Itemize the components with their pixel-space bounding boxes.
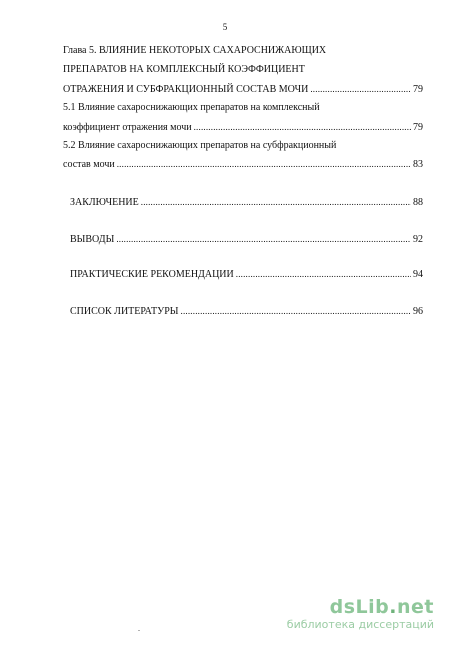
toc-entry-findings[interactable] (70, 233, 423, 246)
toc-references-page: 96 (413, 306, 423, 317)
dot-leader (116, 233, 411, 245)
watermark-logo-name: dsLib (329, 596, 390, 618)
toc-chapter5-title-line2: ПРЕПАРАТОВ НА КОМПЛЕКСНЫЙ КОЭФФИЦИЕНТ (63, 64, 305, 75)
toc-entry-conclusion[interactable] (70, 196, 423, 209)
watermark-logo-dot: . (389, 596, 397, 618)
toc-entry-chapter5[interactable] (63, 83, 423, 96)
dot-leader (181, 305, 412, 317)
toc-references-title: СПИСОК ЛИТЕРАТУРЫ (70, 306, 179, 317)
toc-recommendations-title: ПРАКТИЧЕСКИЕ РЕКОМЕНДАЦИИ (70, 269, 234, 280)
toc-conclusion-page: 88 (413, 197, 423, 208)
watermark-logo (287, 596, 434, 618)
dslib-watermark (287, 596, 434, 631)
toc-section51-title-line1: 5.1 Влияние сахароснижающих препаратов на комплексный (63, 102, 320, 113)
toc-section52-page: 83 (413, 159, 423, 170)
dot-leader (117, 158, 411, 170)
toc-findings-title: ВЫВОДЫ (70, 234, 115, 245)
toc-entry-section51[interactable] (63, 121, 423, 134)
page-number: 5 (222, 22, 228, 32)
watermark-logo-tld: net (397, 596, 434, 618)
dot-leader (141, 196, 411, 208)
toc-conclusion-title: ЗАКЛЮЧЕНИЕ (70, 197, 139, 208)
toc-recommendations-page: 94 (413, 269, 423, 280)
toc-section51-page: 79 (413, 122, 423, 133)
dot-leader (236, 268, 411, 280)
dot-leader (310, 83, 411, 95)
toc-chapter5-title-line3: ОТРАЖЕНИЯ И СУБФРАКЦИОННЫЙ СОСТАВ МОЧИ (63, 84, 309, 95)
watermark-tagline: библиотека диссертаций (286, 618, 434, 631)
toc-entry-section52[interactable] (63, 158, 423, 171)
toc-section52-title-line2: состав мочи (63, 159, 115, 170)
dot-leader (194, 121, 411, 133)
toc-entry-references[interactable] (70, 305, 423, 318)
toc-section52-title-line1: 5.2 Влияние сахароснижающих препаратов на субфракционный (63, 140, 337, 151)
stray-mark: . (138, 624, 140, 633)
toc-chapter5-title-line1: Глава 5. ВЛИЯНИЕ НЕКОТОРЫХ САХАРОСНИЖАЮЩИХ (63, 45, 327, 56)
toc-entry-recommendations[interactable] (70, 268, 423, 281)
toc-chapter5-page: 79 (413, 84, 423, 95)
toc-findings-page: 92 (413, 234, 423, 245)
toc-section51-title-line2: коэффициент отражения мочи (63, 122, 192, 133)
